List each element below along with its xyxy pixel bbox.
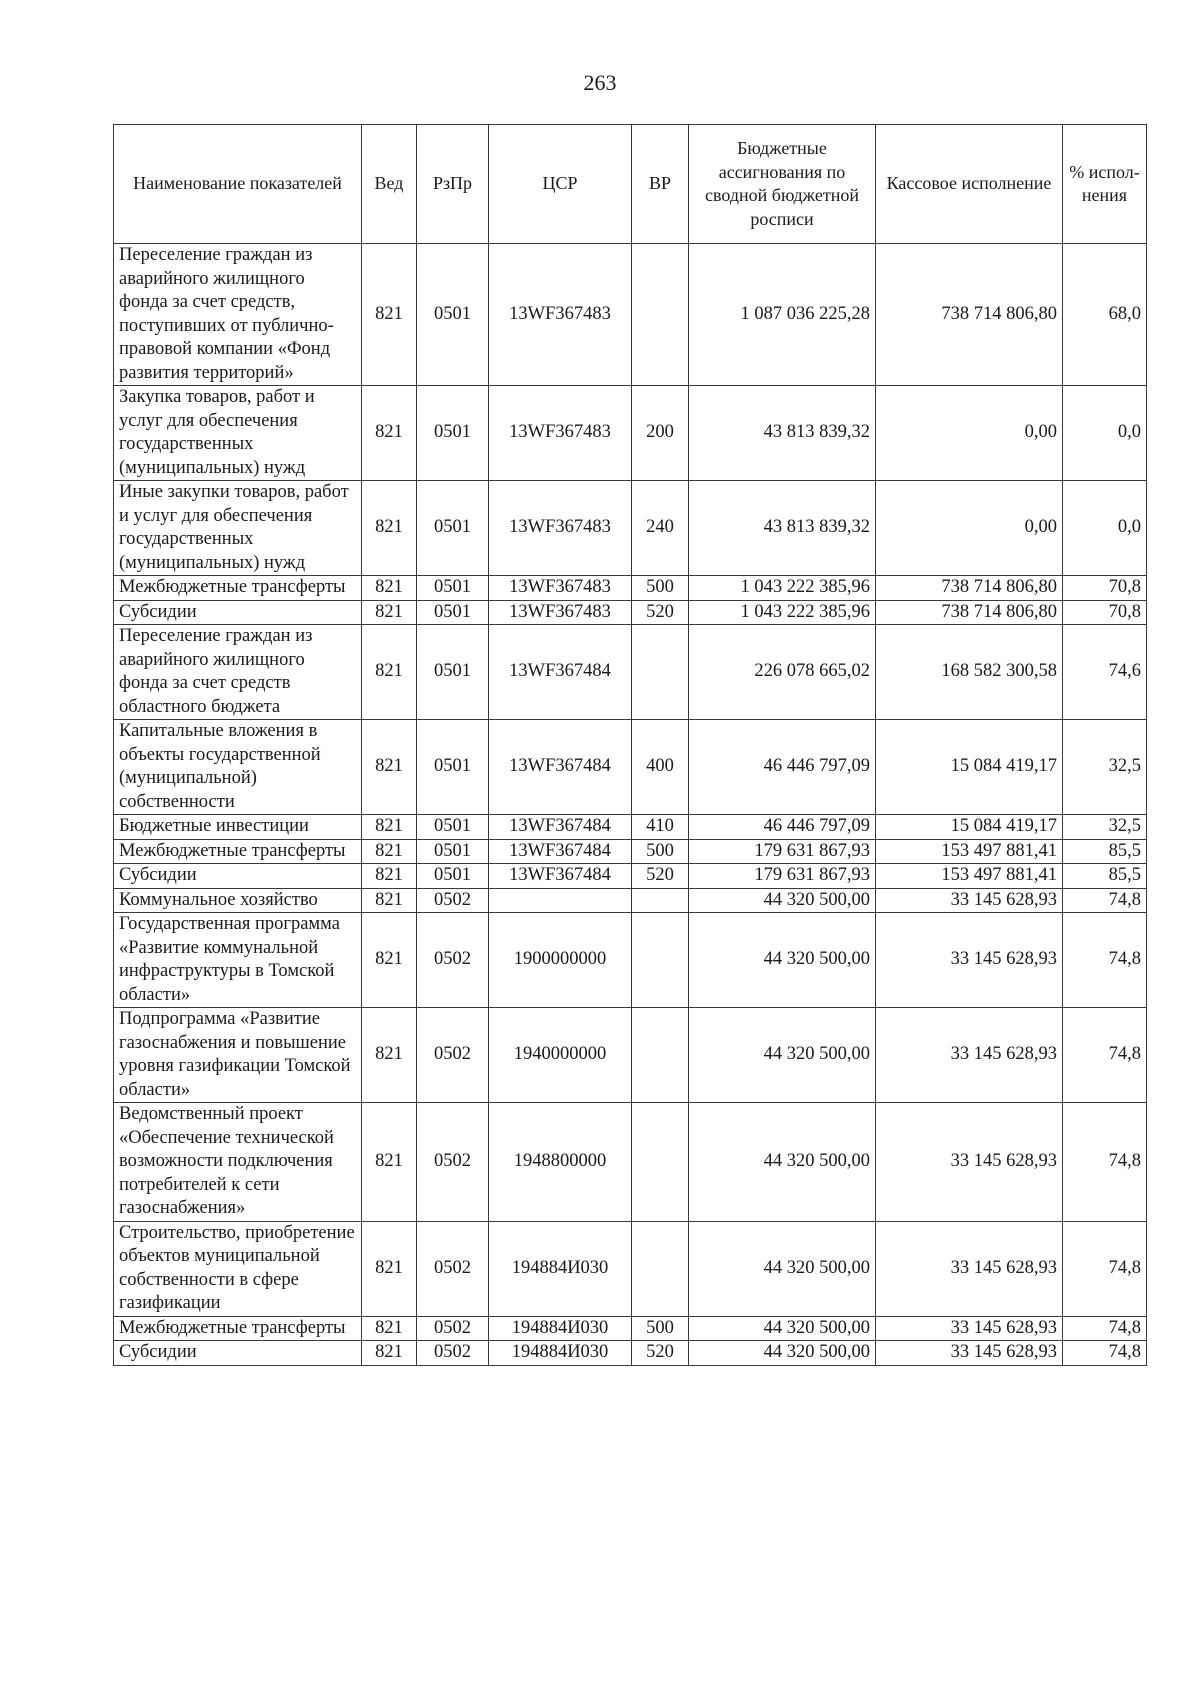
cell-ved: 821	[362, 576, 417, 601]
cell-budget: 226 078 665,02	[689, 625, 876, 720]
cell-name: Государственная программа «Развитие коммунальной инфраструктуры в Томской области»	[114, 913, 362, 1008]
cell-csr: 13WF367484	[489, 839, 632, 864]
table-row	[114, 576, 1147, 601]
table-row	[114, 600, 1147, 625]
cell-cash: 168 582 300,58	[876, 625, 1063, 720]
cell-rzpr: 0501	[417, 839, 489, 864]
table-row	[114, 1103, 1147, 1222]
cell-cash: 738 714 806,80	[876, 576, 1063, 601]
cell-csr: 1900000000	[489, 913, 632, 1008]
cell-vr: 500	[632, 576, 689, 601]
cell-ved: 821	[362, 600, 417, 625]
cell-budget: 44 320 500,00	[689, 1103, 876, 1222]
cell-ved: 821	[362, 625, 417, 720]
cell-name: Субсидии	[114, 1341, 362, 1366]
cell-ved: 821	[362, 864, 417, 889]
cell-cash: 33 145 628,93	[876, 1103, 1063, 1222]
table-row	[114, 1221, 1147, 1316]
table-row	[114, 815, 1147, 840]
cell-ved: 821	[362, 815, 417, 840]
cell-rzpr: 0502	[417, 1103, 489, 1222]
cell-cash: 738 714 806,80	[876, 600, 1063, 625]
cell-percent: 85,5	[1063, 864, 1147, 889]
cell-percent: 74,8	[1063, 1316, 1147, 1341]
table-row	[114, 839, 1147, 864]
cell-budget: 46 446 797,09	[689, 720, 876, 815]
cell-rzpr: 0502	[417, 1341, 489, 1366]
cell-vr: 520	[632, 864, 689, 889]
cell-vr: 520	[632, 600, 689, 625]
cell-ved: 821	[362, 839, 417, 864]
cell-percent: 32,5	[1063, 720, 1147, 815]
header-name: Наименование показателей	[114, 125, 362, 244]
cell-vr	[632, 1008, 689, 1103]
cell-csr: 194884И030	[489, 1341, 632, 1366]
cell-ved: 821	[362, 481, 417, 576]
cell-percent: 74,8	[1063, 913, 1147, 1008]
cell-ved: 821	[362, 1103, 417, 1222]
cell-name: Закупка товаров, работ и услуг для обеспечения государственных (муниципальных) нужд	[114, 386, 362, 481]
cell-cash: 33 145 628,93	[876, 888, 1063, 913]
cell-ved: 821	[362, 1341, 417, 1366]
table-row	[114, 720, 1147, 815]
header-percent: % испол-нения	[1063, 125, 1147, 244]
cell-cash: 15 084 419,17	[876, 720, 1063, 815]
cell-vr	[632, 1103, 689, 1222]
cell-rzpr: 0501	[417, 864, 489, 889]
cell-name: Капитальные вложения в объекты государственной (муниципальной) собственности	[114, 720, 362, 815]
cell-cash: 33 145 628,93	[876, 1008, 1063, 1103]
cell-cash: 33 145 628,93	[876, 1221, 1063, 1316]
cell-name: Иные закупки товаров, работ и услуг для обеспечения государственных (муниципальных) нужд	[114, 481, 362, 576]
cell-vr: 400	[632, 720, 689, 815]
table-row	[114, 244, 1147, 386]
cell-name: Бюджетные инвестиции	[114, 815, 362, 840]
cell-vr	[632, 1221, 689, 1316]
cell-name: Подпрограмма «Развитие газоснабжения и повышение уровня газификации Томской области»	[114, 1008, 362, 1103]
cell-budget: 44 320 500,00	[689, 1221, 876, 1316]
cell-budget: 44 320 500,00	[689, 1008, 876, 1103]
cell-cash: 33 145 628,93	[876, 1316, 1063, 1341]
table-row	[114, 1341, 1147, 1366]
cell-cash: 0,00	[876, 481, 1063, 576]
cell-csr: 194884И030	[489, 1221, 632, 1316]
cell-name: Ведомственный проект «Обеспечение технической возможности подключения потребителей к сети газоснабжения»	[114, 1103, 362, 1222]
cell-vr	[632, 913, 689, 1008]
cell-percent: 74,8	[1063, 1103, 1147, 1222]
header-budget: Бюджетные ассигнования по сводной бюджетной росписи	[689, 125, 876, 244]
cell-csr: 13WF367483	[489, 576, 632, 601]
table-row	[114, 625, 1147, 720]
cell-name: Межбюджетные трансферты	[114, 839, 362, 864]
table-row	[114, 1008, 1147, 1103]
cell-csr: 13WF367484	[489, 625, 632, 720]
cell-budget: 1 043 222 385,96	[689, 576, 876, 601]
cell-ved: 821	[362, 1316, 417, 1341]
cell-rzpr: 0501	[417, 625, 489, 720]
cell-budget: 44 320 500,00	[689, 913, 876, 1008]
cell-rzpr: 0501	[417, 720, 489, 815]
cell-csr: 13WF367483	[489, 244, 632, 386]
cell-cash: 33 145 628,93	[876, 913, 1063, 1008]
cell-rzpr: 0502	[417, 1221, 489, 1316]
cell-percent: 85,5	[1063, 839, 1147, 864]
cell-percent: 74,6	[1063, 625, 1147, 720]
table-row	[114, 386, 1147, 481]
budget-table	[113, 124, 1147, 1366]
cell-rzpr: 0501	[417, 244, 489, 386]
cell-vr: 500	[632, 839, 689, 864]
cell-budget: 1 087 036 225,28	[689, 244, 876, 386]
cell-budget: 1 043 222 385,96	[689, 600, 876, 625]
cell-cash: 15 084 419,17	[876, 815, 1063, 840]
table-row	[114, 888, 1147, 913]
cell-name: Субсидии	[114, 600, 362, 625]
cell-ved: 821	[362, 720, 417, 815]
cell-percent: 70,8	[1063, 600, 1147, 625]
cell-name: Коммунальное хозяйство	[114, 888, 362, 913]
cell-csr: 13WF367484	[489, 720, 632, 815]
cell-percent: 74,8	[1063, 1341, 1147, 1366]
cell-rzpr: 0501	[417, 576, 489, 601]
cell-name: Строительство, приобретение объектов муниципальной собственности в сфере газификации	[114, 1221, 362, 1316]
cell-ved: 821	[362, 888, 417, 913]
cell-cash: 738 714 806,80	[876, 244, 1063, 386]
cell-csr	[489, 888, 632, 913]
header-csr: ЦСР	[489, 125, 632, 244]
cell-ved: 821	[362, 244, 417, 386]
cell-vr: 500	[632, 1316, 689, 1341]
cell-name: Переселение граждан из аварийного жилищного фонда за счет средств областного бюджета	[114, 625, 362, 720]
cell-vr: 240	[632, 481, 689, 576]
cell-percent: 68,0	[1063, 244, 1147, 386]
cell-percent: 74,8	[1063, 888, 1147, 913]
cell-budget: 44 320 500,00	[689, 1316, 876, 1341]
cell-budget: 44 320 500,00	[689, 888, 876, 913]
cell-name: Субсидии	[114, 864, 362, 889]
cell-rzpr: 0501	[417, 815, 489, 840]
cell-ved: 821	[362, 1221, 417, 1316]
header-rzpr: РзПр	[417, 125, 489, 244]
cell-percent: 74,8	[1063, 1008, 1147, 1103]
cell-rzpr: 0502	[417, 1316, 489, 1341]
cell-ved: 821	[362, 1008, 417, 1103]
cell-cash: 153 497 881,41	[876, 839, 1063, 864]
cell-percent: 0,0	[1063, 481, 1147, 576]
cell-percent: 74,8	[1063, 1221, 1147, 1316]
cell-rzpr: 0502	[417, 1008, 489, 1103]
cell-csr: 1948800000	[489, 1103, 632, 1222]
cell-csr: 13WF367483	[489, 600, 632, 625]
cell-cash: 0,00	[876, 386, 1063, 481]
cell-percent: 32,5	[1063, 815, 1147, 840]
cell-vr	[632, 625, 689, 720]
header-vr: ВР	[632, 125, 689, 244]
cell-csr: 13WF367483	[489, 386, 632, 481]
cell-name: Межбюджетные трансферты	[114, 576, 362, 601]
table-row	[114, 481, 1147, 576]
cell-budget: 179 631 867,93	[689, 839, 876, 864]
table-row	[114, 864, 1147, 889]
cell-csr: 13WF367483	[489, 481, 632, 576]
cell-budget: 44 320 500,00	[689, 1341, 876, 1366]
page-number: 263	[583, 70, 617, 95]
cell-rzpr: 0501	[417, 481, 489, 576]
table-row	[114, 1316, 1147, 1341]
cell-vr: 520	[632, 1341, 689, 1366]
cell-rzpr: 0502	[417, 888, 489, 913]
cell-vr: 410	[632, 815, 689, 840]
cell-budget: 43 813 839,32	[689, 481, 876, 576]
cell-csr: 194884И030	[489, 1316, 632, 1341]
cell-rzpr: 0501	[417, 600, 489, 625]
cell-vr	[632, 888, 689, 913]
cell-name: Переселение граждан из аварийного жилищного фонда за счет средств, поступивших от публично-правовой компании «Фонд развития территорий»	[114, 244, 362, 386]
cell-vr	[632, 244, 689, 386]
cell-vr: 200	[632, 386, 689, 481]
table-row	[114, 913, 1147, 1008]
cell-percent: 70,8	[1063, 576, 1147, 601]
cell-cash: 153 497 881,41	[876, 864, 1063, 889]
header-row	[114, 125, 1147, 244]
cell-budget: 43 813 839,32	[689, 386, 876, 481]
cell-name: Межбюджетные трансферты	[114, 1316, 362, 1341]
cell-budget: 46 446 797,09	[689, 815, 876, 840]
cell-ved: 821	[362, 386, 417, 481]
cell-cash: 33 145 628,93	[876, 1341, 1063, 1366]
cell-rzpr: 0502	[417, 913, 489, 1008]
cell-csr: 13WF367484	[489, 815, 632, 840]
cell-csr: 1940000000	[489, 1008, 632, 1103]
cell-percent: 0,0	[1063, 386, 1147, 481]
cell-rzpr: 0501	[417, 386, 489, 481]
header-ved: Вед	[362, 125, 417, 244]
header-cash: Кассовое исполнение	[876, 125, 1063, 244]
cell-ved: 821	[362, 913, 417, 1008]
cell-budget: 179 631 867,93	[689, 864, 876, 889]
cell-csr: 13WF367484	[489, 864, 632, 889]
